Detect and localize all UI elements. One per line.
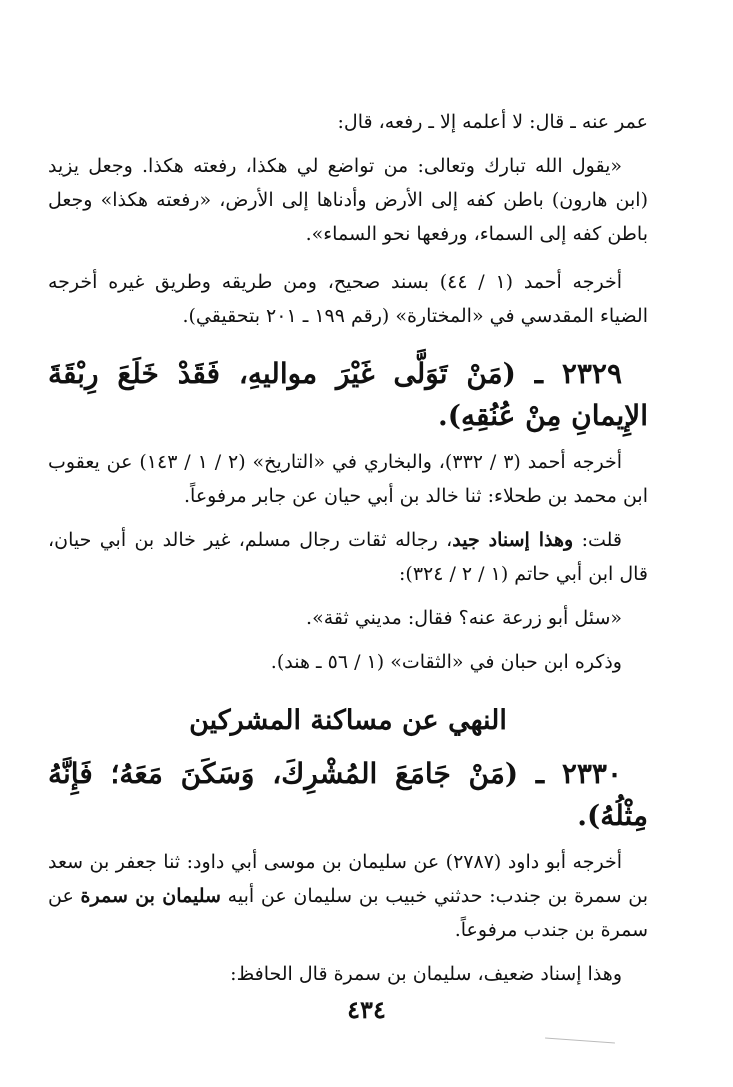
takhrij-start: أخرجه أبو داود (٢٧٨٧) عن سليمان بن موسى أبي داود: ثنا جعفر بن سعد بن سمرة بن جندب: حدثني خبيب بن سليمان عن أبيه bbox=[48, 851, 649, 907]
scan-mark bbox=[545, 1038, 615, 1044]
narrator-name: سليمان بن سمرة bbox=[80, 885, 221, 907]
takhrij-paragraph: أخرجه أحمد (١ / ٤٤) بسند صحيح، ومن طريقه وطريق غيره أخرجه الضياء المقدسي في «المختارة» (رقم ١٩٩ ـ ٢٠١ بتحقيقي). bbox=[48, 271, 648, 327]
hadith-quote: «يقول الله تبارك وتعالى: من تواضع لي هكذا، رفعته هكذا. وجعل يزيد (ابن هارون) باطن كفه إلى الأرض وأدناها إلى الأرض، «رفعته هكذا» وجعل باطن كفه إلى السماء، ورفعها نحو السماء». bbox=[48, 155, 648, 245]
takhrij-paragraph bbox=[48, 845, 648, 947]
section-title: النهي عن مساكنة المشركين bbox=[189, 705, 507, 736]
page-body bbox=[48, 105, 648, 991]
comment-rest: ، رجاله ثقات رجال مسلم، غير خالد بن أبي حيان، قال ابن أبي حاتم (١ / ٢ / ٣٢٤): bbox=[48, 529, 648, 585]
isnad-verdict: وهذا إسناد جيد bbox=[452, 529, 574, 551]
text-line: عمر عنه ـ قال: لا أعلمه إلا ـ رفعه، قال: bbox=[337, 111, 648, 133]
quote-line: «سئل أبو زرعة عنه؟ فقال: مديني ثقة». bbox=[306, 607, 622, 629]
comment-paragraph bbox=[48, 523, 648, 591]
page-number: ٤٣٤ bbox=[347, 995, 386, 1024]
text-line: وذكره ابن حبان في «الثقات» (١ / ٥٦ ـ هند). bbox=[270, 651, 622, 673]
takhrij-paragraph: أخرجه أحمد (٣ / ٣٣٢)، والبخاري في «التاريخ» (٢ / ١ / ١٤٣) عن يعقوب ابن محمد بن طحلاء: ثنا خالد بن أبي حيان عن جابر مرفوعاً. bbox=[48, 451, 648, 507]
comment-prefix: قلت: bbox=[573, 529, 623, 551]
hadith-2330: ٢٣٣٠ ـ (مَنْ جَامَعَ المُشْرِكَ، وَسَكَنَ مَعَهُ؛ فَإِنَّهُ مِثْلُهُ). bbox=[48, 757, 648, 832]
hadith-2329: ٢٣٢٩ ـ (مَنْ تَوَلَّى غَيْرَ مواليهِ، فَقَدْ خَلَعَ رِبْقَةَ الإِيمانِ مِنْ عُنُقِهِ). bbox=[48, 357, 648, 432]
text-line: وهذا إسناد ضعيف، سليمان بن سمرة قال الحافظ: bbox=[230, 963, 622, 985]
takhrij-end: عن سمرة بن جندب مرفوعاً. bbox=[48, 885, 648, 941]
